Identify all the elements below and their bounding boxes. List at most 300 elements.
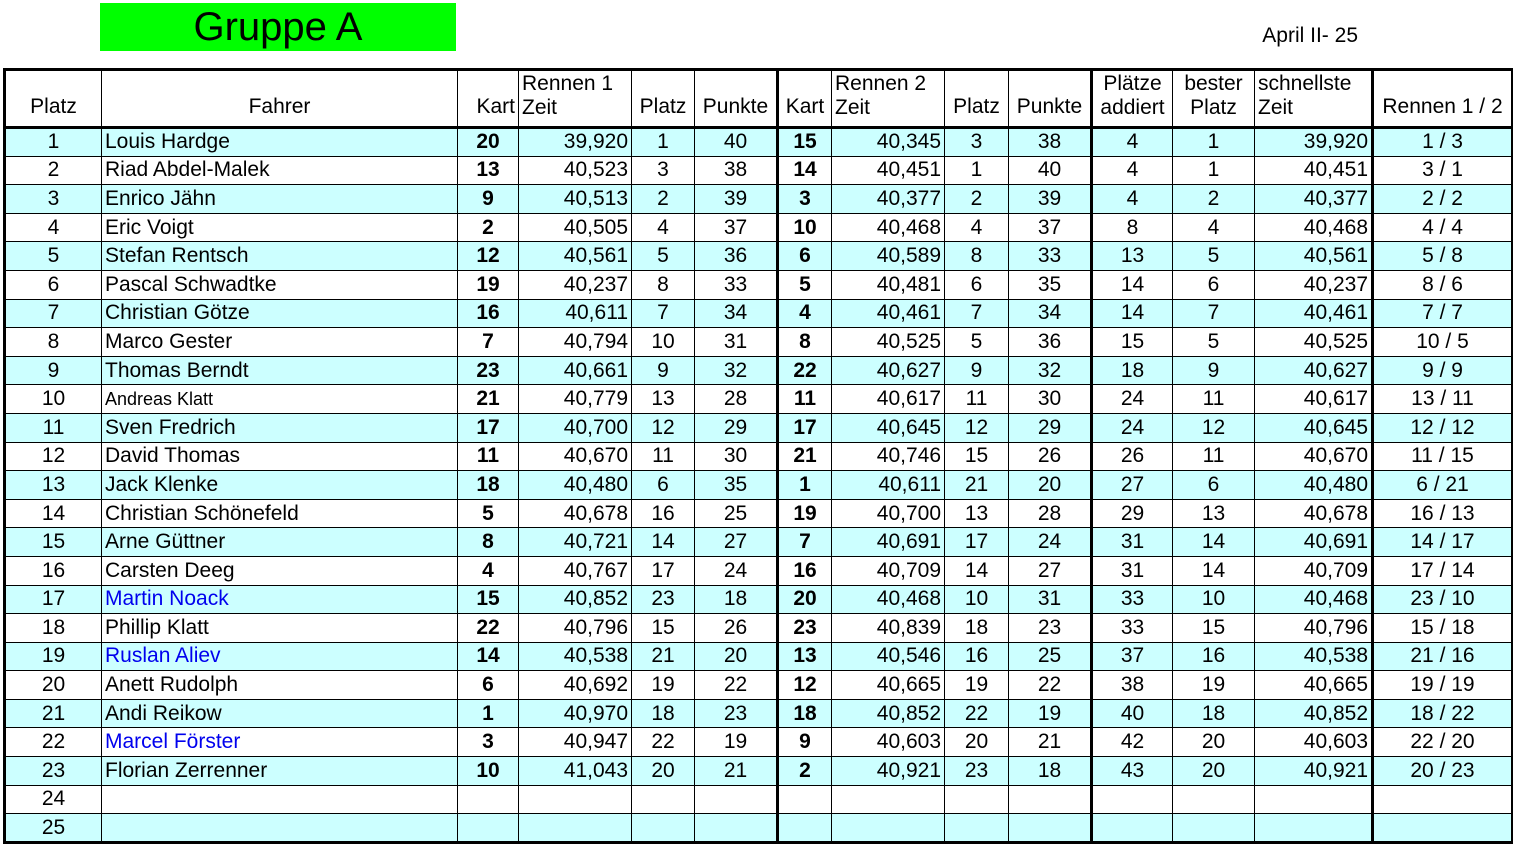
cell-platz: 22: [5, 728, 102, 757]
cell-r1-kart: [458, 785, 519, 814]
cell-r1-platz: 20: [632, 757, 695, 786]
cell-r1-kart: 2: [458, 213, 519, 242]
cell-r1-zeit: 40,678: [519, 499, 632, 528]
cell-r1-zeit: 40,700: [519, 413, 632, 442]
cell-r1-zeit: 40,794: [519, 328, 632, 357]
header-r1-kart: Kart: [458, 70, 519, 128]
cell-r1-kart: 13: [458, 156, 519, 185]
cell-r1-kart: 7: [458, 328, 519, 357]
cell-r1-platz: 17: [632, 556, 695, 585]
group-title: Gruppe A: [100, 3, 456, 51]
cell-r2-kart: 6: [778, 242, 832, 271]
cell-platz: 19: [5, 642, 102, 671]
cell-fahrer: Riad Abdel-Malek: [102, 156, 458, 185]
cell-r1-kart: 22: [458, 614, 519, 643]
cell-r1-kart: 21: [458, 385, 519, 414]
table-row: [5, 471, 1513, 500]
header-schnellste-zeit: schnellste Zeit: [1255, 70, 1373, 128]
cell-r1-punkte: 21: [695, 757, 778, 786]
cell-schnellste-zeit: 40,670: [1255, 442, 1373, 471]
cell-schnellste-zeit: 40,617: [1255, 385, 1373, 414]
cell-r1-platz: 19: [632, 671, 695, 700]
cell-schnellste-zeit: 40,796: [1255, 614, 1373, 643]
cell-r1-zeit: 40,670: [519, 442, 632, 471]
cell-r1-zeit: 40,523: [519, 156, 632, 185]
cell-bester-platz: 2: [1173, 185, 1255, 214]
cell-r1-punkte: 22: [695, 671, 778, 700]
cell-schnellste-zeit: 40,461: [1255, 299, 1373, 328]
cell-r2-kart: 8: [778, 328, 832, 357]
cell-r2-punkte: 25: [1009, 642, 1092, 671]
cell-r2-platz: 14: [945, 556, 1009, 585]
cell-r2-zeit: 40,617: [832, 385, 945, 414]
cell-r2-zeit: 40,839: [832, 614, 945, 643]
cell-bester-platz: 7: [1173, 299, 1255, 328]
table-row: [5, 356, 1513, 385]
cell-bester-platz: 12: [1173, 413, 1255, 442]
cell-r1-platz: 2: [632, 185, 695, 214]
cell-schnellste-zeit: 40,603: [1255, 728, 1373, 757]
cell-r2-zeit: 40,377: [832, 185, 945, 214]
cell-r1-zeit: 41,043: [519, 757, 632, 786]
cell-platz: 16: [5, 556, 102, 585]
cell-r2-kart: 16: [778, 556, 832, 585]
cell-r2-punkte: 19: [1009, 699, 1092, 728]
cell-r1-zeit: [519, 785, 632, 814]
cell-bester-platz: 9: [1173, 356, 1255, 385]
cell-r2-kart: 21: [778, 442, 832, 471]
cell-r2-kart: 2: [778, 757, 832, 786]
cell-schnellste-zeit: 40,665: [1255, 671, 1373, 700]
cell-schnellste-zeit: 40,451: [1255, 156, 1373, 185]
cell-rennen-1-2: 3 / 1: [1373, 156, 1513, 185]
cell-r1-zeit: 39,920: [519, 128, 632, 157]
cell-schnellste-zeit: [1255, 785, 1373, 814]
cell-r1-punkte: 20: [695, 642, 778, 671]
cell-r2-punkte: 20: [1009, 471, 1092, 500]
cell-r1-zeit: 40,513: [519, 185, 632, 214]
table-row: [5, 528, 1513, 557]
cell-plaetze-addiert: 24: [1092, 385, 1173, 414]
cell-r1-kart: 17: [458, 413, 519, 442]
cell-fahrer: Andi Reikow: [102, 699, 458, 728]
cell-r2-kart: 5: [778, 270, 832, 299]
cell-r2-zeit: 40,546: [832, 642, 945, 671]
cell-r1-platz: 18: [632, 699, 695, 728]
cell-schnellste-zeit: 40,525: [1255, 328, 1373, 357]
cell-r2-kart: 7: [778, 528, 832, 557]
cell-r2-platz: 17: [945, 528, 1009, 557]
cell-r2-punkte: 33: [1009, 242, 1092, 271]
cell-r2-platz: 13: [945, 499, 1009, 528]
table-row: [5, 328, 1513, 357]
cell-r2-zeit: [832, 814, 945, 843]
cell-bester-platz: 13: [1173, 499, 1255, 528]
cell-r1-zeit: 40,852: [519, 585, 632, 614]
cell-schnellste-zeit: 40,645: [1255, 413, 1373, 442]
cell-r2-kart: 20: [778, 585, 832, 614]
cell-r1-kart: 9: [458, 185, 519, 214]
cell-rennen-1-2: 17 / 14: [1373, 556, 1513, 585]
cell-r2-zeit: 40,451: [832, 156, 945, 185]
cell-r2-punkte: 26: [1009, 442, 1092, 471]
cell-plaetze-addiert: 24: [1092, 413, 1173, 442]
cell-plaetze-addiert: 29: [1092, 499, 1173, 528]
cell-rennen-1-2: 23 / 10: [1373, 585, 1513, 614]
cell-fahrer: David Thomas: [102, 442, 458, 471]
cell-rennen-1-2: 20 / 23: [1373, 757, 1513, 786]
cell-r1-platz: 4: [632, 213, 695, 242]
cell-r2-platz: [945, 785, 1009, 814]
cell-fahrer: Phillip Klatt: [102, 614, 458, 643]
cell-platz: 21: [5, 699, 102, 728]
cell-plaetze-addiert: 33: [1092, 614, 1173, 643]
table-row: [5, 585, 1513, 614]
cell-platz: 10: [5, 385, 102, 414]
cell-r1-zeit: 40,692: [519, 671, 632, 700]
cell-r2-punkte: 40: [1009, 156, 1092, 185]
cell-plaetze-addiert: 4: [1092, 185, 1173, 214]
cell-r1-punkte: 28: [695, 385, 778, 414]
cell-plaetze-addiert: 13: [1092, 242, 1173, 271]
cell-r2-punkte: 27: [1009, 556, 1092, 585]
cell-fahrer: [102, 785, 458, 814]
cell-platz: 5: [5, 242, 102, 271]
cell-r2-punkte: 39: [1009, 185, 1092, 214]
cell-rennen-1-2: 9 / 9: [1373, 356, 1513, 385]
cell-r2-platz: 22: [945, 699, 1009, 728]
cell-r2-kart: 11: [778, 385, 832, 414]
cell-platz: 18: [5, 614, 102, 643]
cell-fahrer: Anett Rudolph: [102, 671, 458, 700]
cell-r2-kart: 22: [778, 356, 832, 385]
cell-plaetze-addiert: 14: [1092, 299, 1173, 328]
header-r2-kart: Kart: [778, 70, 832, 128]
table-row: [5, 556, 1513, 585]
cell-r2-zeit: 40,709: [832, 556, 945, 585]
cell-r1-kart: 16: [458, 299, 519, 328]
cell-platz: 9: [5, 356, 102, 385]
cell-fahrer: Marcel Förster: [102, 728, 458, 757]
cell-r2-zeit: [832, 785, 945, 814]
cell-r1-platz: 15: [632, 614, 695, 643]
cell-r2-kart: 15: [778, 128, 832, 157]
cell-r2-platz: 12: [945, 413, 1009, 442]
table-row: [5, 156, 1513, 185]
cell-plaetze-addiert: 43: [1092, 757, 1173, 786]
header-fahrer: Fahrer: [102, 70, 458, 128]
cell-fahrer: Sven Fredrich: [102, 413, 458, 442]
cell-r2-zeit: 40,852: [832, 699, 945, 728]
cell-r2-platz: 23: [945, 757, 1009, 786]
cell-r2-platz: 2: [945, 185, 1009, 214]
cell-r2-punkte: 18: [1009, 757, 1092, 786]
cell-schnellste-zeit: 40,627: [1255, 356, 1373, 385]
cell-rennen-1-2: 18 / 22: [1373, 699, 1513, 728]
cell-plaetze-addiert: 14: [1092, 270, 1173, 299]
cell-r1-platz: 1: [632, 128, 695, 157]
cell-rennen-1-2: 13 / 11: [1373, 385, 1513, 414]
cell-plaetze-addiert: 37: [1092, 642, 1173, 671]
cell-bester-platz: 5: [1173, 328, 1255, 357]
cell-r2-zeit: 40,746: [832, 442, 945, 471]
table-row: [5, 299, 1513, 328]
cell-plaetze-addiert: 4: [1092, 128, 1173, 157]
table-row: [5, 671, 1513, 700]
table-row: [5, 242, 1513, 271]
cell-plaetze-addiert: 4: [1092, 156, 1173, 185]
cell-r1-platz: 22: [632, 728, 695, 757]
cell-r2-platz: 8: [945, 242, 1009, 271]
cell-platz: 13: [5, 471, 102, 500]
cell-r2-zeit: 40,611: [832, 471, 945, 500]
cell-r2-kart: [778, 785, 832, 814]
table-row: [5, 728, 1513, 757]
cell-r2-zeit: 40,627: [832, 356, 945, 385]
header-rennen-1-2: Rennen 1 / 2: [1373, 70, 1513, 128]
cell-r1-kart: 18: [458, 471, 519, 500]
cell-r1-punkte: 38: [695, 156, 778, 185]
results-table: [3, 68, 1513, 844]
table-row: [5, 499, 1513, 528]
cell-r1-platz: 7: [632, 299, 695, 328]
cell-r2-platz: 21: [945, 471, 1009, 500]
header-r1-punkte: Punkte: [695, 70, 778, 128]
cell-platz: 11: [5, 413, 102, 442]
cell-r2-punkte: 32: [1009, 356, 1092, 385]
cell-fahrer: Eric Voigt: [102, 213, 458, 242]
cell-bester-platz: 16: [1173, 642, 1255, 671]
cell-r1-zeit: 40,480: [519, 471, 632, 500]
cell-r1-kart: 15: [458, 585, 519, 614]
cell-plaetze-addiert: 15: [1092, 328, 1173, 357]
cell-r1-platz: 3: [632, 156, 695, 185]
cell-r2-punkte: 36: [1009, 328, 1092, 357]
cell-r2-kart: 3: [778, 185, 832, 214]
cell-bester-platz: 5: [1173, 242, 1255, 271]
cell-bester-platz: 20: [1173, 757, 1255, 786]
cell-r1-kart: 8: [458, 528, 519, 557]
cell-r1-zeit: 40,779: [519, 385, 632, 414]
table-row: [5, 814, 1513, 843]
cell-fahrer: Thomas Berndt: [102, 356, 458, 385]
cell-r2-kart: 23: [778, 614, 832, 643]
cell-rennen-1-2: 4 / 4: [1373, 213, 1513, 242]
cell-r1-platz: 11: [632, 442, 695, 471]
cell-r1-punkte: 25: [695, 499, 778, 528]
cell-r2-kart: 14: [778, 156, 832, 185]
cell-schnellste-zeit: [1255, 814, 1373, 843]
cell-platz: 8: [5, 328, 102, 357]
cell-r1-kart: [458, 814, 519, 843]
cell-platz: 2: [5, 156, 102, 185]
cell-plaetze-addiert: 33: [1092, 585, 1173, 614]
header-r2-zeit: Rennen 2 Zeit: [832, 70, 945, 128]
cell-r1-kart: 12: [458, 242, 519, 271]
cell-plaetze-addiert: 8: [1092, 213, 1173, 242]
cell-r2-platz: 1: [945, 156, 1009, 185]
cell-r1-punkte: 24: [695, 556, 778, 585]
table-row: [5, 699, 1513, 728]
cell-r1-zeit: 40,611: [519, 299, 632, 328]
cell-rennen-1-2: 1 / 3: [1373, 128, 1513, 157]
cell-r1-punkte: 29: [695, 413, 778, 442]
cell-plaetze-addiert: 42: [1092, 728, 1173, 757]
cell-fahrer: Christian Schönefeld: [102, 499, 458, 528]
cell-platz: 14: [5, 499, 102, 528]
cell-r2-platz: 10: [945, 585, 1009, 614]
cell-r2-kart: 19: [778, 499, 832, 528]
cell-platz: 25: [5, 814, 102, 843]
cell-plaetze-addiert: [1092, 814, 1173, 843]
header-platz: Platz: [5, 70, 102, 128]
cell-r1-punkte: 32: [695, 356, 778, 385]
table-row: [5, 642, 1513, 671]
cell-r1-punkte: 26: [695, 614, 778, 643]
cell-r1-zeit: 40,505: [519, 213, 632, 242]
cell-schnellste-zeit: 40,678: [1255, 499, 1373, 528]
cell-schnellste-zeit: 40,709: [1255, 556, 1373, 585]
table-row: [5, 185, 1513, 214]
cell-rennen-1-2: 8 / 6: [1373, 270, 1513, 299]
table-row: [5, 385, 1513, 414]
cell-r1-kart: 10: [458, 757, 519, 786]
cell-r2-punkte: 30: [1009, 385, 1092, 414]
cell-r1-punkte: [695, 785, 778, 814]
cell-r2-platz: 3: [945, 128, 1009, 157]
cell-platz: 3: [5, 185, 102, 214]
cell-plaetze-addiert: 18: [1092, 356, 1173, 385]
cell-schnellste-zeit: 39,920: [1255, 128, 1373, 157]
cell-r1-kart: 23: [458, 356, 519, 385]
cell-r1-punkte: 39: [695, 185, 778, 214]
cell-r2-punkte: 34: [1009, 299, 1092, 328]
cell-r2-punkte: 23: [1009, 614, 1092, 643]
cell-r2-kart: 10: [778, 213, 832, 242]
cell-bester-platz: 15: [1173, 614, 1255, 643]
cell-r1-platz: 8: [632, 270, 695, 299]
cell-plaetze-addiert: 27: [1092, 471, 1173, 500]
cell-r1-platz: 13: [632, 385, 695, 414]
cell-bester-platz: 14: [1173, 556, 1255, 585]
cell-bester-platz: 11: [1173, 385, 1255, 414]
cell-rennen-1-2: 15 / 18: [1373, 614, 1513, 643]
cell-r1-kart: 14: [458, 642, 519, 671]
cell-r2-platz: 18: [945, 614, 1009, 643]
cell-rennen-1-2: 11 / 15: [1373, 442, 1513, 471]
cell-plaetze-addiert: 31: [1092, 528, 1173, 557]
table-row: [5, 614, 1513, 643]
cell-r2-zeit: 40,691: [832, 528, 945, 557]
cell-r1-zeit: 40,970: [519, 699, 632, 728]
cell-r1-zeit: [519, 814, 632, 843]
cell-platz: 12: [5, 442, 102, 471]
cell-r2-punkte: 29: [1009, 413, 1092, 442]
cell-schnellste-zeit: 40,852: [1255, 699, 1373, 728]
cell-r1-kart: 6: [458, 671, 519, 700]
cell-rennen-1-2: 7 / 7: [1373, 299, 1513, 328]
cell-plaetze-addiert: 40: [1092, 699, 1173, 728]
cell-schnellste-zeit: 40,561: [1255, 242, 1373, 271]
cell-r2-zeit: 40,345: [832, 128, 945, 157]
cell-r2-punkte: [1009, 785, 1092, 814]
header-r1-group: Rennen 1: [522, 72, 614, 95]
cell-bester-platz: 10: [1173, 585, 1255, 614]
cell-r1-punkte: 33: [695, 270, 778, 299]
header-bester-platz: bester Platz: [1173, 70, 1255, 128]
cell-r2-platz: 16: [945, 642, 1009, 671]
cell-rennen-1-2: 16 / 13: [1373, 499, 1513, 528]
cell-rennen-1-2: 2 / 2: [1373, 185, 1513, 214]
header-plaetze-addiert: Plätze addiert: [1092, 70, 1173, 128]
cell-bester-platz: [1173, 814, 1255, 843]
cell-r2-punkte: [1009, 814, 1092, 843]
cell-platz: 1: [5, 128, 102, 157]
cell-r1-kart: 19: [458, 270, 519, 299]
cell-platz: 17: [5, 585, 102, 614]
cell-r1-kart: 3: [458, 728, 519, 757]
cell-r2-zeit: 40,700: [832, 499, 945, 528]
table-row: [5, 785, 1513, 814]
cell-fahrer: [102, 814, 458, 843]
cell-r2-kart: 17: [778, 413, 832, 442]
cell-r1-zeit: 40,661: [519, 356, 632, 385]
cell-bester-platz: 1: [1173, 128, 1255, 157]
cell-r2-punkte: 28: [1009, 499, 1092, 528]
cell-r1-punkte: 36: [695, 242, 778, 271]
cell-r1-platz: 12: [632, 413, 695, 442]
cell-rennen-1-2: 19 / 19: [1373, 671, 1513, 700]
cell-r2-zeit: 40,468: [832, 585, 945, 614]
cell-rennen-1-2: 14 / 17: [1373, 528, 1513, 557]
cell-r1-kart: 1: [458, 699, 519, 728]
cell-plaetze-addiert: [1092, 785, 1173, 814]
cell-rennen-1-2: 22 / 20: [1373, 728, 1513, 757]
cell-plaetze-addiert: 31: [1092, 556, 1173, 585]
cell-bester-platz: [1173, 785, 1255, 814]
table-row: [5, 128, 1513, 157]
cell-plaetze-addiert: 26: [1092, 442, 1173, 471]
cell-plaetze-addiert: 38: [1092, 671, 1173, 700]
cell-r2-zeit: 40,665: [832, 671, 945, 700]
cell-bester-platz: 6: [1173, 270, 1255, 299]
header-r2-punkte: Punkte: [1009, 70, 1092, 128]
cell-schnellste-zeit: 40,480: [1255, 471, 1373, 500]
cell-rennen-1-2: 6 / 21: [1373, 471, 1513, 500]
date-label: April II- 25: [1262, 24, 1358, 47]
cell-fahrer: Jack Klenke: [102, 471, 458, 500]
cell-bester-platz: 6: [1173, 471, 1255, 500]
cell-rennen-1-2: 12 / 12: [1373, 413, 1513, 442]
header-r2-group: Rennen 2: [835, 72, 927, 95]
cell-r1-platz: 14: [632, 528, 695, 557]
cell-bester-platz: 18: [1173, 699, 1255, 728]
cell-r1-zeit: 40,561: [519, 242, 632, 271]
cell-r1-zeit: 40,947: [519, 728, 632, 757]
cell-platz: 7: [5, 299, 102, 328]
table-row: [5, 413, 1513, 442]
header-r1-zeit: Rennen 1 Zeit: [519, 70, 632, 128]
cell-r2-platz: 20: [945, 728, 1009, 757]
cell-r1-kart: 20: [458, 128, 519, 157]
cell-r1-platz: 16: [632, 499, 695, 528]
cell-fahrer: Enrico Jähn: [102, 185, 458, 214]
cell-r1-platz: [632, 785, 695, 814]
cell-r2-punkte: 38: [1009, 128, 1092, 157]
cell-rennen-1-2: 21 / 16: [1373, 642, 1513, 671]
cell-r2-platz: 19: [945, 671, 1009, 700]
cell-r2-kart: [778, 814, 832, 843]
